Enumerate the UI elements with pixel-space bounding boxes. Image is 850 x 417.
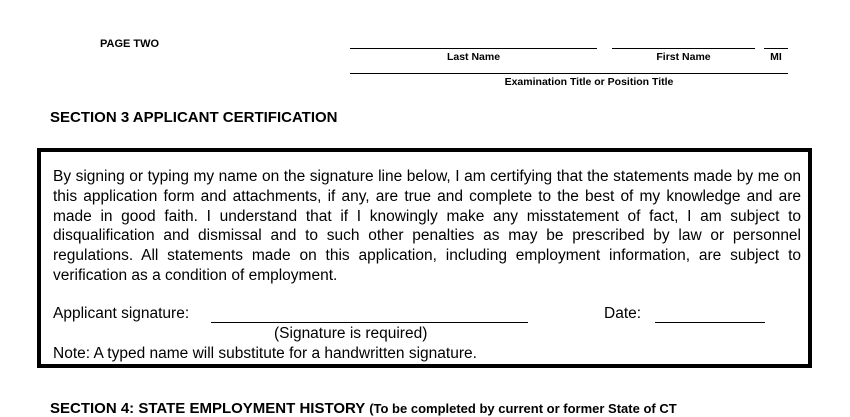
section-4-subtitle: (To be completed by current or former State of CT (369, 401, 677, 416)
certification-box (37, 148, 812, 368)
certification-text: By signing or typing my name on the signature line below, I am certifying that the statements made by me on this application form and attachments, if any, are true and complete to the best of my knowledge and are made in good faith. I understand that if I knowingly make any misstatement of fact, I am subject to disqualification and dismissal and to such other penalties as may be prescribed by law or personnel regulations. All statements made on this application, including employment information, are subject to verification as a condition of employment. (53, 168, 801, 284)
date-field[interactable] (655, 322, 765, 323)
first-name-field[interactable] (612, 48, 755, 49)
section-3-title: SECTION 3 APPLICANT CERTIFICATION (50, 109, 338, 126)
signature-required-note: (Signature is required) (274, 325, 428, 342)
first-name-label: First Name (656, 51, 711, 63)
middle-initial-field[interactable] (764, 48, 788, 49)
last-name-field[interactable] (350, 48, 597, 49)
section-4-heading (50, 400, 677, 417)
signature-label: Applicant signature: (53, 305, 190, 322)
last-name-label: Last Name (446, 51, 501, 63)
page-label: PAGE TWO (100, 38, 160, 50)
middle-initial-label: MI (770, 51, 782, 63)
signature-field[interactable] (211, 322, 528, 323)
section-4-title: SECTION 4: STATE EMPLOYMENT HISTORY (50, 400, 366, 417)
exam-title-field[interactable] (350, 73, 788, 74)
date-label: Date: (604, 305, 642, 322)
exam-title-label: Examination Title or Position Title (504, 76, 674, 88)
typed-name-note: Note: A typed name will substitute for a handwritten signature. (53, 345, 477, 362)
